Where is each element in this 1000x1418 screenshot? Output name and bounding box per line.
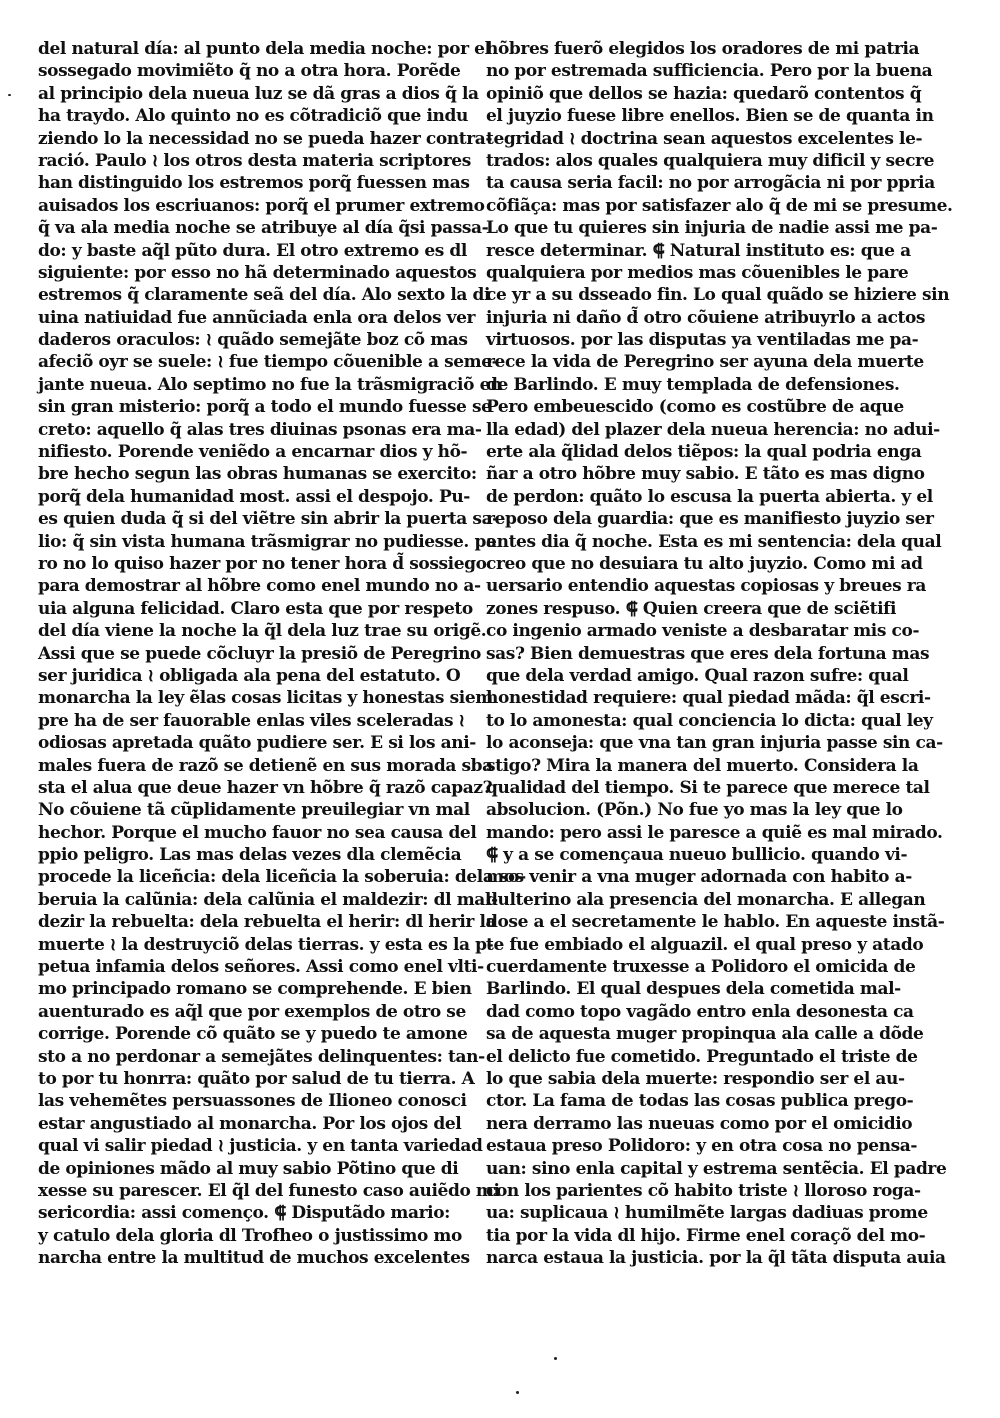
text-line: sto a no perdonar a semejãtes delinquentes: tan- — [38, 1046, 485, 1067]
text-line: sa de aquesta muger propinqua ala calle a dõde — [486, 1024, 924, 1045]
text-line: estar angustiado al monarcha. Por los ojos del — [38, 1113, 462, 1134]
text-line: te fue embiado el alguazil. el qual preso y atado — [486, 934, 924, 955]
text-line: males fuera de razõ se detienẽ en sus morada sba — [38, 755, 493, 776]
text-line: qualidad del tiempo. Si te parece que merece tal — [486, 777, 930, 798]
text-line: sta el alua que deue hazer vn hõbre q̃ razõ capaz? — [38, 777, 493, 798]
text-line: no por estremada sufficiencia. Pero por la buena — [486, 61, 933, 82]
text-line: qual vi salir piedad ≀ justicia. y en tanta variedad — [38, 1136, 483, 1157]
text-line: han distinguido los estremos porq̃ fuessen mas — [38, 173, 470, 194]
text-line: porq̃ dela humanidad most. assi el despojo. Pu- — [38, 486, 470, 507]
text-line: el juyzio fuese libre enellos. Bien se de quanta in — [486, 106, 934, 127]
text-line: do: y baste aq̃l pũto dura. El otro extremo es dl — [38, 240, 467, 261]
scan-speck — [554, 1357, 557, 1360]
left-text-column — [38, 38, 526, 1269]
text-line: petua infamia delos señores. Assi como enel vlti- — [38, 957, 484, 978]
text-line: beruia la calũnia: dela calũnia el maldezir: dl mal- — [38, 889, 498, 910]
text-line: para demostrar al hõbre como enel mundo no a- — [38, 576, 481, 597]
text-line: opiniõ que dellos se hazia: quedarõ contentos q̃ — [486, 83, 922, 104]
text-line: narca estaua la justicia. por la q̃l tãta disputa auia — [486, 1248, 946, 1269]
text-line: muerte ≀ la destruyciõ delas tierras. y esta es la p- — [38, 934, 494, 955]
text-line: rece la vida de Peregrino ser ayuna dela muerte — [486, 352, 924, 373]
text-line: creto: aquello q̃ alas tres diuinas psonas era ma- — [38, 419, 482, 440]
text-line: el delicto fue cometido. Preguntado el triste de — [486, 1046, 918, 1067]
text-line: cõfiãça: mas por satisfazer alo q̃ de mi se presume. — [486, 195, 953, 216]
text-line: uan: sino enla capital y estrema sentẽcia. El padre — [486, 1158, 947, 1179]
text-line: mando: pero assi le paresce a quiẽ es mal mirado. — [486, 822, 943, 843]
text-line: ser juridica ≀ obligada ala pena del estatuto. O — [38, 665, 461, 686]
text-line: lio: q̃ sin vista humana trãsmigrar no pudiesse. pe — [38, 531, 497, 552]
text-line: estaua preso Polidoro: y en otra cosa no pensa- — [486, 1136, 918, 1157]
text-line: sericordia: assi començo. ⸿ Disputãdo mario: — [38, 1203, 451, 1224]
text-line: ta causa seria facil: no por arrogãcia ni por ppria — [486, 173, 935, 194]
text-line: mo principado romano se comprehende. E bien — [38, 979, 472, 1000]
text-line: absolucion. (Põn.) No fue yo mas la ley que lo — [486, 800, 903, 821]
text-line: odiosas apretada quãto pudiere ser. E si los ani- — [38, 733, 476, 754]
text-line: sossegado movimiẽto q̃ no a otra hora. Porẽde — [38, 61, 461, 82]
text-line: monarcha la ley ẽlas cosas licitas y honestas siem — [38, 688, 493, 709]
right-text-column — [486, 38, 953, 1269]
text-line: Assi que se puede cõcluyr la presiõ de Peregrino — [38, 643, 481, 664]
text-line: es quien duda q̃ si del viẽtre sin abrir la puerta sa- — [38, 509, 499, 530]
text-line: ziendo lo la necessidad no se pueda hazer contra- — [38, 128, 493, 149]
text-line: afeciõ oyr se suele: ≀ fue tiempo cõuenible a seme- — [38, 352, 499, 373]
text-line: ñar a otro hõbre muy sabio. E tãto es mas digno — [486, 464, 925, 485]
text-line: jante nueua. Alo septimo no fue la trãsmigraciõ en — [38, 374, 502, 395]
text-line: de perdon: quãto lo escusa la puerta abierta. y el — [486, 486, 933, 507]
text-line: injuria ni daño d̃ otro cõuiene atribuyrlo a actos — [486, 307, 926, 328]
text-line: ha traydo. Alo quinto no es cõtradiciõ que indu — [38, 106, 468, 127]
text-line: bre hecho segun las obras humanas se exercito: — [38, 464, 477, 485]
text-line: corrige. Porende cõ quãto se y puedo te amone — [38, 1024, 468, 1045]
text-line: nifiesto. Porende veniẽdo a encarnar dios y hõ- — [38, 442, 468, 463]
text-line: uina natiuidad fue annũciada enla ora delos ver — [38, 307, 476, 328]
text-line: q̃ va ala media noche se atribuye al día q̃si passa- — [38, 218, 489, 239]
text-line: Pero embeuescido (como es costũbre de aque — [486, 397, 904, 418]
scan-speck — [8, 94, 11, 96]
text-line: las vehemẽtes persuassones de Ilioneo conosci — [38, 1091, 467, 1112]
text-line: dulterino ala presencia del monarcha. E allegan — [486, 889, 926, 910]
text-line: dad como topo vagãdo entro enla desonesta ca — [486, 1001, 914, 1022]
text-line: siguiente: por esso no hã determinado aquestos — [38, 262, 477, 283]
text-line: sin gran misterio: porq̃ a todo el mundo fuesse se — [38, 397, 492, 418]
text-line: daderos oraculos: ≀ quãdo semejãte boz cõ mas — [38, 330, 468, 351]
text-line: tegridad ≀ doctrina sean aquestos excelentes le- — [486, 128, 923, 149]
text-line: dezir la rebuelta: dela rebuelta el herir: dl herir la — [38, 912, 497, 933]
text-line: uia alguna felicidad. Claro esta que por respeto — [38, 598, 473, 619]
text-line: con los parientes cõ habito triste ≀ lloroso roga- — [486, 1180, 921, 1201]
text-line: qualquiera por medios mas cõuenibles le pare — [486, 262, 909, 283]
text-line: estremos q̃ claramente seã del día. Alo sexto la di — [38, 285, 491, 306]
text-line: dose a el secretamente le hablo. En aqueste instã- — [486, 912, 945, 933]
text-line: ua: suplicaua ≀ humilmẽte largas dadiuas prome — [486, 1203, 928, 1224]
text-line: zones respuso. ⸿ Quien creera que de sciẽtifi — [486, 598, 897, 619]
text-line: nera derramo las nueuas como por el omicidio — [486, 1113, 913, 1134]
text-line: auisados los escriuanos: porq̃ el prumer extremo — [38, 195, 485, 216]
text-line: Barlindo. El qual despues dela cometida mal- — [486, 979, 901, 1000]
text-line: hõbres fuerõ elegidos los oradores de mi patria — [486, 39, 920, 59]
text-line: lo que sabia dela muerte: respondio ser el au- — [486, 1068, 905, 1089]
text-line: xesse su parescer. El q̃l del funesto caso auiẽdo mi — [38, 1180, 500, 1201]
text-line: ctor. La fama de todas las cosas publica prego- — [486, 1091, 914, 1112]
text-line: uersario entendio aquestas copiosas y breues ra — [486, 576, 926, 597]
text-line: al principio dela nueua luz se dã gras a dios q̃ la — [38, 83, 479, 104]
text-line: de Barlindo. E muy templada de defensiones. — [486, 374, 900, 395]
text-line: auenturado es aq̃l que por exemplos de otro se — [38, 1001, 466, 1022]
text-line: resce determinar. ⸿ Natural instituto es: que a — [486, 240, 911, 261]
text-line: del natural día: al punto dela media noche: por el — [38, 39, 491, 59]
text-line: ce yr a su dsseado fin. Lo qual quãdo se hiziere sin — [486, 285, 950, 306]
text-line: del día viene la noche la q̃l dela luz trae su origẽ. — [38, 621, 487, 642]
text-line: virtuosos. por las disputas ya ventiladas me pa- — [486, 330, 919, 351]
text-line: reposo dela guardia: que es manifiesto juyzio ser — [486, 509, 934, 530]
text-line: ppio peligro. Las mas delas vezes dla clemẽcia — [38, 845, 462, 866]
text-line: y catulo dela gloria dl Trofheo o justissimo mo — [38, 1225, 462, 1246]
text-line: pre ha de ser fauorable enlas viles sceleradas ≀ — [38, 710, 465, 731]
text-line: to lo amonesta: qual conciencia lo dicta: qual ley — [486, 710, 933, 731]
text-line: procede la liceñcia: dela liceñcia la soberuia: dela so- — [38, 867, 526, 888]
text-line: to por tu honrra: quãto por salud de tu tierra. A — [38, 1068, 475, 1089]
text-line: creo que no desuiara tu alto juyzio. Como mi ad — [486, 553, 923, 574]
text-line: mos venir a vna muger adornada con habito a- — [486, 867, 912, 888]
text-line: lo aconseja: que vna tan gran injuria passe sin ca- — [486, 733, 943, 754]
text-line: erte ala q̃lidad delos tiẽpos: la qual podria enga — [486, 442, 922, 463]
text-line: sas? Bien demuestras que eres dela fortuna mas — [486, 643, 930, 664]
text-line: cuerdamente truxesse a Polidoro el omicida de — [486, 957, 916, 978]
text-line: honestidad requiere: qual piedad mãda: q̃l escri- — [486, 688, 931, 709]
text-line: ⸿ y a se començaua nueuo bullicio. quando vi- — [486, 845, 908, 866]
text-line: co ingenio armado veniste a desbaratar mis co- — [486, 621, 920, 642]
text-line: ració. Paulo ≀ los otros desta materia scriptores — [38, 150, 471, 171]
text-line: tia por la vida dl hijo. Firme enel coraçõ del mo- — [486, 1225, 926, 1246]
scan-speck — [516, 1391, 519, 1394]
text-line: lla edad) del plazer dela nueua herencia: no adui- — [486, 419, 940, 440]
text-line: trados: alos quales qualquiera muy dificil y secre — [486, 150, 935, 171]
text-line: de opiniones mãdo al muy sabio Põtino que di — [38, 1158, 459, 1179]
text-line: antes dia q̃ noche. Esta es mi sentencia: dela qual — [486, 531, 942, 552]
text-line: Lo que tu quieres sin injuria de nadie assi me pa- — [486, 218, 938, 239]
text-line: stigo? Mira la manera del muerto. Considera la — [486, 755, 919, 776]
text-line: que dela verdad amigo. Qual razon sufre: qual — [486, 665, 909, 686]
text-line: narcha entre la multitud de muchos excelentes — [38, 1248, 470, 1269]
text-line: No cõuiene tã cũplidamente preuilegiar vn mal — [38, 800, 470, 821]
text-line: hechor. Porque el mucho fauor no sea causa del — [38, 822, 477, 843]
text-line: ro no lo quiso hazer por no tener hora d̃ sossiego — [38, 553, 487, 574]
